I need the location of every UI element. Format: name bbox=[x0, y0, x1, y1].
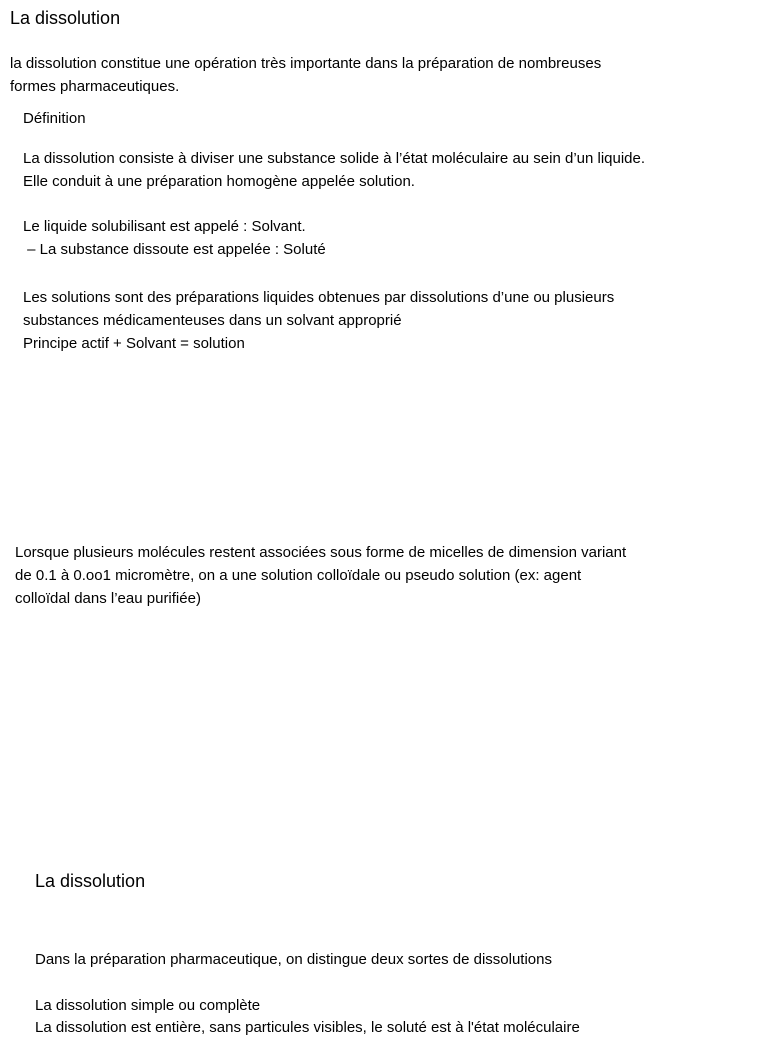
slide-3-title: La dissolution bbox=[35, 871, 146, 891]
definition-paragraph bbox=[23, 147, 645, 193]
solutions-paragraph bbox=[23, 286, 614, 355]
solvent-line: Le liquide solubilisant est appelé : Solvant. bbox=[23, 218, 306, 235]
intro-paragraph bbox=[10, 52, 601, 98]
colloid-line-1: Lorsque plusieurs molécules restent associées sous forme de micelles de dimension variant bbox=[15, 544, 627, 561]
solutions-line-2: substances médicamenteuses dans un solvant approprié bbox=[23, 312, 402, 329]
simple-dissolution-text: La dissolution est entière, sans particules visibles, le soluté est à l'état moléculaire bbox=[35, 1019, 580, 1036]
colloid-line-3: colloïdal dans l’eau purifiée) bbox=[15, 590, 201, 607]
simple-dissolution-heading: La dissolution simple ou complète bbox=[35, 997, 261, 1014]
solute-line: – La substance dissoute est appelée : Soluté bbox=[23, 241, 326, 258]
solvent-paragraph bbox=[23, 215, 326, 261]
definition-line-2: Elle conduit à une préparation homogène appelée solution. bbox=[23, 173, 415, 190]
colloid-line-2: de 0.1 à 0.oo1 micromètre, on a une solution colloïdale ou pseudo solution (ex: agent bbox=[15, 567, 582, 584]
solutions-line-1: Les solutions sont des préparations liquides obtenues par dissolutions d’une ou plusieurs bbox=[23, 289, 615, 306]
solutions-formula: Principe actif + Solvant = solution bbox=[23, 335, 245, 352]
definition-heading: Définition bbox=[23, 110, 86, 127]
page-title: La dissolution bbox=[10, 8, 121, 28]
colloid-paragraph bbox=[15, 541, 626, 610]
slide-3-intro: Dans la préparation pharmaceutique, on distingue deux sortes de dissolutions bbox=[35, 951, 552, 968]
intro-line-2: formes pharmaceutiques. bbox=[10, 78, 180, 95]
intro-line-1: la dissolution constitue une opération très importante dans la préparation de nombreuses bbox=[10, 55, 602, 72]
definition-line-1: La dissolution consiste à diviser une substance solide à l’état moléculaire au sein d’un liquide. bbox=[23, 150, 646, 167]
